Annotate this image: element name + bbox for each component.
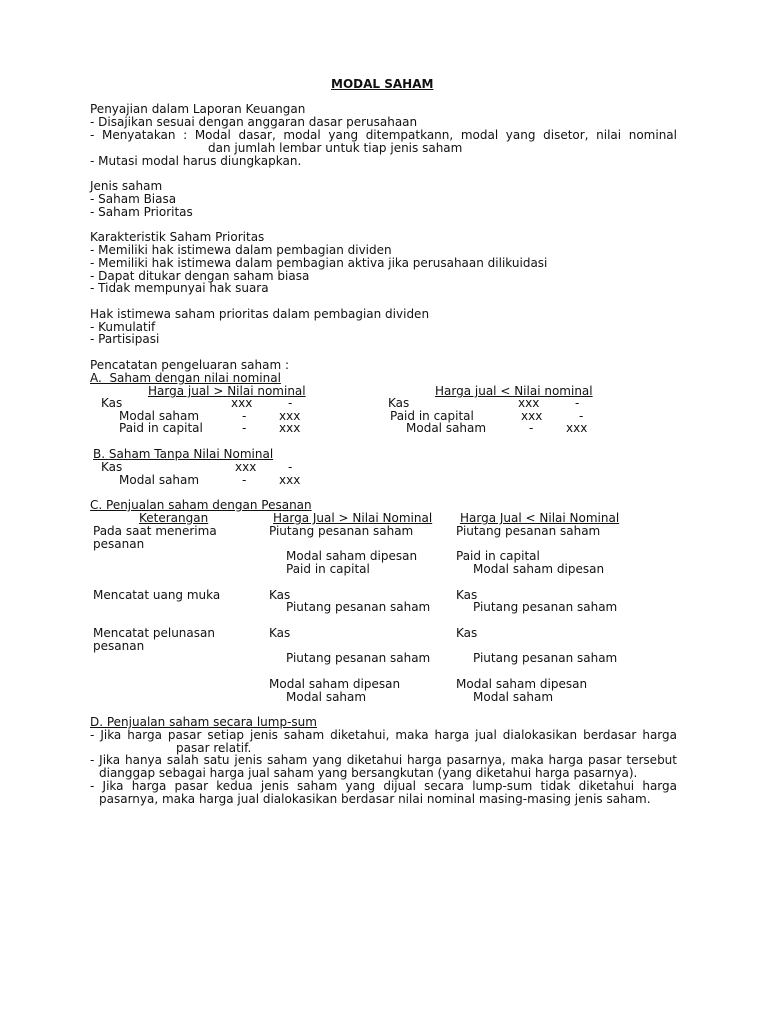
journal-account: Modal saham <box>406 421 487 435</box>
lumpsum-paragraph: - Jika hanya salah satu jenis saham yang diketahui harga pasarnya, maka harga pasar tersebut dianggap sebagai harga jual saham yang bersangkutan (yang diketahui harga pasarnya). <box>90 753 677 781</box>
section-a-heading: A. Saham dengan nilai nominal <box>90 371 281 385</box>
journal-entry: Kas <box>456 588 478 602</box>
journal-entry: Modal saham dipesan <box>456 677 588 691</box>
penyajian-heading: Penyajian dalam Laporan Keuangan <box>90 102 306 116</box>
journal-entry: Kas <box>269 588 291 602</box>
journal-account: Paid in capital <box>390 409 474 423</box>
hak-istimewa-heading: Hak istimewa saham prioritas dalam pembagian dividen <box>90 307 430 321</box>
lumpsum-paragraph-continuation: pasar relatif. <box>176 740 252 755</box>
jenis-saham-heading: Jenis saham <box>90 179 163 193</box>
row-label: Mencatat pelunasan <box>93 626 215 640</box>
row-label: pesanan <box>93 639 145 653</box>
row-label: pesanan <box>93 537 145 551</box>
section-c-heading: C. Penjualan saham dengan Pesanan <box>90 498 312 512</box>
journal-debit: xxx <box>235 460 257 474</box>
journal-entry: Piutang pesanan saham <box>269 524 414 538</box>
journal-left-header: Harga jual > Nilai nominal <box>148 384 306 398</box>
journal-credit: - <box>288 396 293 410</box>
karakteristik-item: - Memiliki hak istimewa dalam pembagian dividen <box>90 243 392 257</box>
journal-entry: Piutang pesanan saham <box>286 651 431 665</box>
karakteristik-item: - Tidak mempunyai hak suara <box>90 281 269 295</box>
journal-account: Paid in capital <box>119 421 203 435</box>
document-title: MODAL SAHAM <box>331 77 434 91</box>
journal-debit: xxx <box>231 396 253 410</box>
column-header: Harga Jual < Nilai Nominal <box>460 511 620 525</box>
journal-account: Modal saham <box>119 473 200 487</box>
penyajian-item: - Menyatakan : Modal dasar, modal yang ditempatkann, modal yang disetor, nilai nominal <box>90 128 677 142</box>
journal-account: Modal saham <box>119 409 200 423</box>
journal-entry: Piutang pesanan saham <box>473 600 618 614</box>
journal-entry: Paid in capital <box>456 549 540 563</box>
journal-entry: Modal saham dipesan <box>473 562 605 576</box>
penyajian-item: - Disajikan sesuai dengan anggaran dasar perusahaan <box>90 115 418 129</box>
column-header: Keterangan <box>139 511 209 525</box>
journal-entry: Modal saham <box>286 690 367 704</box>
journal-account: Kas <box>101 460 123 474</box>
lumpsum-paragraphs <box>90 729 677 805</box>
lumpsum-paragraph: - Jika harga pasar setiap jenis saham diketahui, maka harga jual dialokasikan berdasar harga <box>90 728 677 742</box>
journal-entry: Paid in capital <box>286 562 370 576</box>
journal-credit: - <box>575 396 580 410</box>
journal-debit: xxx <box>518 396 540 410</box>
journal-entry: Modal saham dipesan <box>269 677 401 691</box>
karakteristik-item: - Memiliki hak istimewa dalam pembagian aktiva jika perusahaan dilikuidasi <box>90 256 548 270</box>
jenis-saham-item: - Saham Biasa <box>90 192 177 206</box>
journal-credit: xxx <box>279 409 301 423</box>
pencatatan-heading: Pencatatan pengeluaran saham : <box>90 358 290 372</box>
section-d-heading: D. Penjualan saham secara lump-sum <box>90 715 317 729</box>
lumpsum-paragraph: - Jika harga pasar kedua jenis saham yang dijual secara lump-sum tidak diketahui harga pasarnya, maka harga jual dialokasikan berdasar nilai nominal masing-masing jenis saham. <box>90 778 677 806</box>
karakteristik-item: - Dapat ditukar dengan saham biasa <box>90 269 310 283</box>
journal-debit: - <box>242 409 247 423</box>
journal-debit: - <box>242 473 247 487</box>
row-label: Pada saat menerima <box>93 524 217 538</box>
journal-entry: Piutang pesanan saham <box>473 651 618 665</box>
karakteristik-heading: Karakteristik Saham Prioritas <box>90 230 265 244</box>
journal-entry: Modal saham <box>473 690 554 704</box>
journal-entry: Kas <box>456 626 478 640</box>
journal-debit: xxx <box>521 409 543 423</box>
column-header: Harga Jual > Nilai Nominal <box>273 511 433 525</box>
penyajian-item-continuation: dan jumlah lembar untuk tiap jenis saham <box>208 141 463 155</box>
journal-entry: Modal saham dipesan <box>286 549 418 563</box>
journal-entry: Piutang pesanan saham <box>286 600 431 614</box>
hak-istimewa-item: - Partisipasi <box>90 332 160 346</box>
journal-debit: - <box>529 421 534 435</box>
journal-credit: xxx <box>279 473 301 487</box>
journal-debit: - <box>242 421 247 435</box>
journal-entry: Piutang pesanan saham <box>456 524 601 538</box>
row-label: Mencatat uang muka <box>93 588 221 602</box>
journal-account: Kas <box>101 396 123 410</box>
journal-account: Kas <box>388 396 410 410</box>
journal-credit: - <box>288 460 293 474</box>
journal-credit: xxx <box>566 421 588 435</box>
journal-right-header: Harga jual < Nilai nominal <box>435 384 593 398</box>
hak-istimewa-item: - Kumulatif <box>90 320 156 334</box>
journal-credit: - <box>579 409 584 423</box>
penyajian-item: - Mutasi modal harus diungkapkan. <box>90 154 302 168</box>
jenis-saham-item: - Saham Prioritas <box>90 205 193 219</box>
section-b-heading: B. Saham Tanpa Nilai Nominal <box>93 447 274 461</box>
journal-entry: Kas <box>269 626 291 640</box>
journal-credit: xxx <box>279 421 301 435</box>
